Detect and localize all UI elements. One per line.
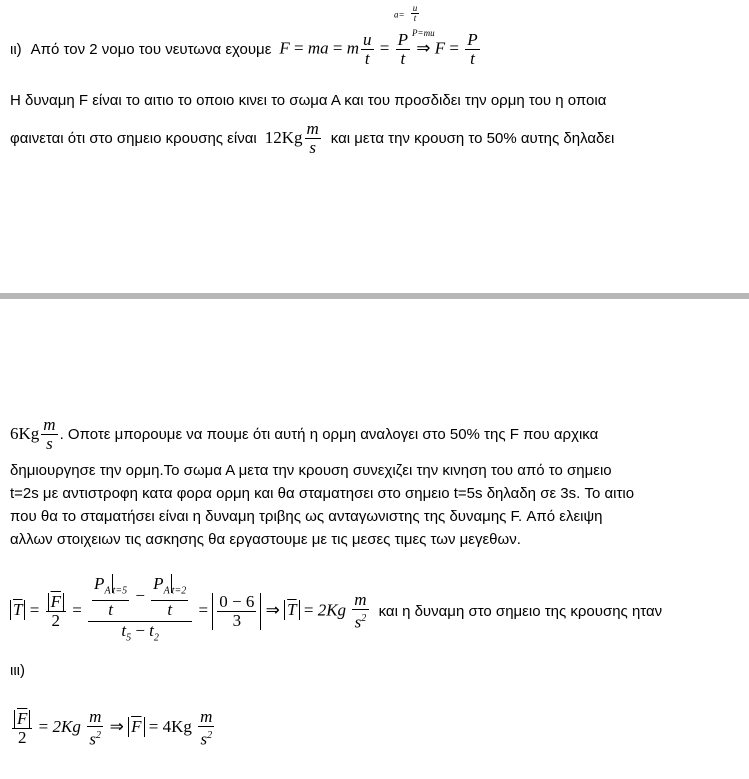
page-divider — [0, 293, 749, 299]
paragraph1-line2: φαινεται ότι στο σημειο κρουσης είναι 12Kg $\frac{m}{s}$ και μετα την κρουση το 50% αυτης δηλαδει — [10, 118, 615, 157]
paragraph2-line3: t=2s με αντιστροφη κατα φορα ορμη και θα σταματησει στο σημειο t=5s δηλαδη σε 3s. Το αιτιο — [10, 485, 635, 502]
section-label-ii: ιι) — [10, 40, 22, 58]
annotation-a: a= $\frac{u}{t}$ — [394, 3, 418, 23]
section-iii-equation: $\frac{\overline{F}}{2}$ = 2Kg $\frac{m}{s^2}$ ⇒ $\overline{F} = 4Kg$ $\frac{m}{s^2}$ — [10, 700, 216, 756]
momentum-6: 6Kg — [10, 424, 40, 443]
momentum-12: 12Kg — [264, 128, 303, 147]
friction-equation: $\overline{T}$ = $\frac{\overline{F}}{2}$ = $\frac{P_A _{t=5}}{t}$ − $\frac{P_A _{t=2}}{t}$ $t_5 - t_2$ = $\frac{0 - 6}{3}$ ⇒ $\overline{T} = 2Kg$ $\frac{m}{s^2}$ και η δυναμη στο σημειο της κρουσης ηταν — [10, 566, 662, 656]
friction-trailing-text: και η δυναμη στο σημειο της κρουσης ηταν — [378, 602, 663, 620]
paragraph1-line1: Η δυναμη F είναι το αιτιο το οποιο κινει το σωμα Α και του προσδιδει την ορμη του η οποια — [10, 92, 607, 109]
newton-equation: F = ma = m $\frac{u}{t}$ = $\frac{P}{t}$ ⇒ F = $\frac{P}{t}$ — [279, 29, 478, 68]
intro-text: Από τον 2 νομο του νευτωνα εχουμε — [30, 40, 272, 58]
paragraph2-line2: δημιουργησε την ορμη.Το σωμα Α μετα την κρουση συνεχιζει την κινηση του από το σημειο — [10, 462, 612, 479]
newton-law-line — [10, 26, 482, 72]
section-label-iii: ιιι) — [10, 662, 25, 679]
annotation-p: P=mu — [412, 28, 435, 38]
paragraph2-line4: που θα το σταματήσει είναι η δυναμη τριβης ως ανταγωνιστης της δυναμης F. Από ελειψη — [10, 508, 603, 525]
paragraph2-line1: 6Kg $\frac{m}{s}$ . Οποτε μπορουμε να πουμε ότι αυτή η ορμη αναλογει στο 50% της F που αρχικα — [10, 414, 599, 453]
paragraph2-line5: αλλων στοιχειων τις ασκησης θα εργαστουμε με τις μεσες τιμες των μεγεθων. — [10, 531, 521, 548]
